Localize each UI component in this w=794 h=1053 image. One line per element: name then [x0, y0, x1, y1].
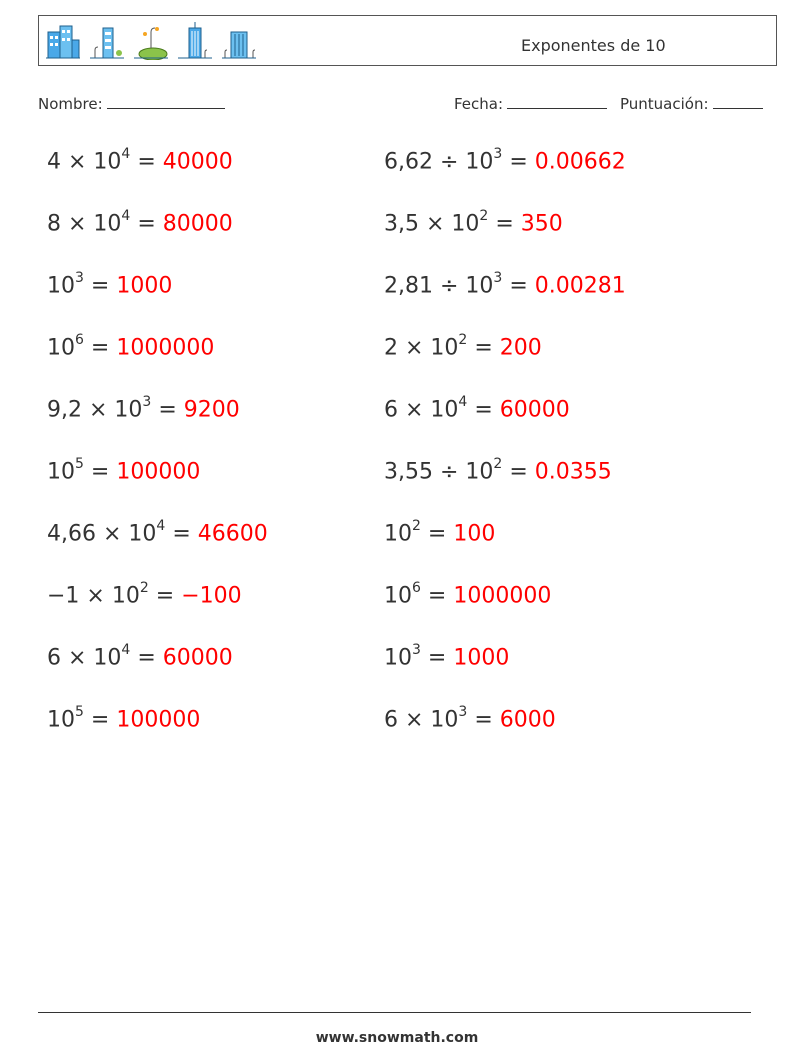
problem-answer: 1000000	[116, 335, 215, 361]
problem-exponent: 4	[121, 208, 131, 224]
problem-answer: 200	[499, 335, 542, 361]
worksheet-header	[38, 15, 777, 66]
problem-answer: 100000	[116, 707, 201, 733]
problem-exponent: 3	[142, 394, 152, 410]
problem-expression: 10	[384, 645, 412, 671]
problem-expression: 6 × 10	[47, 645, 122, 671]
problem-exponent: 3	[493, 146, 503, 162]
problem-item	[384, 458, 612, 484]
problem-item	[47, 396, 240, 422]
problem-exponent: 2	[139, 580, 149, 596]
equals-sign: =	[467, 707, 500, 733]
problem-expression: 4 × 10	[47, 149, 122, 175]
problem-exponent: 4	[156, 518, 166, 534]
problem-exponent: 3	[458, 704, 468, 720]
equals-sign: =	[83, 335, 117, 361]
name-label: Nombre:	[38, 95, 103, 113]
park-tree-lamp-icon	[133, 22, 169, 60]
problem-expression: 8 × 10	[47, 211, 122, 237]
equals-sign: =	[148, 583, 182, 609]
problem-expression: 3,55 ÷ 10	[384, 459, 494, 485]
problem-exponent: 6	[412, 580, 421, 596]
problem-expression: 9,2 × 10	[47, 397, 143, 423]
equals-sign: =	[130, 645, 163, 671]
equals-sign: =	[130, 149, 163, 175]
equals-sign: =	[151, 397, 184, 423]
problem-item	[47, 520, 268, 546]
problem-answer: 1000000	[453, 583, 552, 609]
problem-answer: 1000	[453, 645, 510, 671]
problem-expression: 2,81 ÷ 10	[384, 273, 494, 299]
equals-sign: =	[502, 273, 535, 299]
problem-expression: 6 × 10	[384, 707, 459, 733]
date-label: Fecha:	[454, 95, 504, 113]
problem-item	[384, 148, 626, 174]
problem-item	[384, 396, 570, 422]
problem-expression: 10	[47, 707, 75, 733]
tower-street-lamp-icon	[89, 22, 125, 60]
problem-expression: 4,66 × 10	[47, 521, 157, 547]
problem-answer: 0.00281	[534, 273, 626, 299]
problem-item	[47, 148, 233, 174]
problem-exponent: 2	[458, 332, 468, 348]
problem-exponent: 5	[75, 704, 84, 720]
problem-exponent: 5	[75, 456, 84, 472]
problem-exponent: 6	[75, 332, 84, 348]
equals-sign: =	[420, 645, 454, 671]
problem-item	[47, 210, 233, 236]
office-building-icon	[45, 22, 81, 60]
equals-sign: =	[502, 149, 535, 175]
problem-item	[47, 582, 242, 608]
problem-exponent: 2	[493, 456, 503, 472]
problem-expression: 10	[47, 335, 75, 361]
problem-item	[384, 520, 495, 546]
glass-building-icon	[221, 22, 257, 60]
problem-exponent: 3	[412, 642, 421, 658]
problem-expression: 10	[384, 583, 412, 609]
problem-answer: 80000	[162, 211, 233, 237]
problem-answer: 60000	[162, 645, 233, 671]
problem-item	[384, 706, 556, 732]
problem-item	[384, 644, 509, 670]
problem-answer: 100	[453, 521, 496, 547]
equals-sign: =	[83, 273, 117, 299]
date-field	[454, 94, 607, 113]
problem-item	[384, 582, 551, 608]
problem-answer: 100000	[116, 459, 201, 485]
problem-exponent: 2	[479, 208, 489, 224]
problem-answer: 350	[520, 211, 563, 237]
score-blank	[713, 94, 763, 109]
problem-item	[47, 706, 200, 732]
header-icons	[45, 22, 257, 60]
problem-exponent: 4	[121, 146, 131, 162]
footer-site: www.snowmath.com	[315, 1030, 479, 1046]
problem-exponent: 3	[493, 270, 503, 286]
problem-item	[384, 210, 563, 236]
problem-answer: 60000	[499, 397, 570, 423]
problem-expression: 6 × 10	[384, 397, 459, 423]
equals-sign: =	[488, 211, 521, 237]
equals-sign: =	[420, 521, 454, 547]
problem-expression: 6,62 ÷ 10	[384, 149, 494, 175]
problem-answer: 6000	[499, 707, 556, 733]
problem-expression: 3,5 × 10	[384, 211, 480, 237]
problem-answer: 0.00662	[534, 149, 626, 175]
problem-item	[47, 272, 172, 298]
equals-sign: =	[420, 583, 454, 609]
footer-divider	[38, 1012, 751, 1013]
problem-expression: −1 × 10	[47, 583, 140, 609]
problem-item	[47, 458, 200, 484]
worksheet-title: Exponentes de 10	[521, 36, 666, 55]
date-blank	[507, 94, 607, 109]
problem-exponent: 4	[121, 642, 131, 658]
equals-sign: =	[467, 397, 500, 423]
equals-sign: =	[502, 459, 535, 485]
problem-expression: 10	[47, 459, 75, 485]
problem-answer: 9200	[183, 397, 240, 423]
problem-answer: −100	[181, 583, 242, 609]
problem-expression: 10	[47, 273, 75, 299]
problem-answer: 46600	[197, 521, 268, 547]
problem-item	[47, 334, 214, 360]
problem-item	[384, 272, 626, 298]
equals-sign: =	[165, 521, 198, 547]
problem-expression: 2 × 10	[384, 335, 459, 361]
problem-expression: 10	[384, 521, 412, 547]
score-label: Puntuación:	[620, 95, 709, 113]
equals-sign: =	[83, 459, 117, 485]
problem-item	[47, 644, 233, 670]
name-blank	[107, 94, 225, 109]
name-field	[38, 94, 225, 113]
skyscraper-icon	[177, 22, 213, 60]
problem-answer: 1000	[116, 273, 173, 299]
problem-exponent: 2	[412, 518, 421, 534]
equals-sign: =	[130, 211, 163, 237]
problem-answer: 0.0355	[534, 459, 612, 485]
equals-sign: =	[83, 707, 117, 733]
equals-sign: =	[467, 335, 500, 361]
problem-exponent: 4	[458, 394, 468, 410]
score-field	[620, 94, 763, 113]
problem-item	[384, 334, 542, 360]
problem-exponent: 3	[75, 270, 84, 286]
problem-answer: 40000	[162, 149, 233, 175]
